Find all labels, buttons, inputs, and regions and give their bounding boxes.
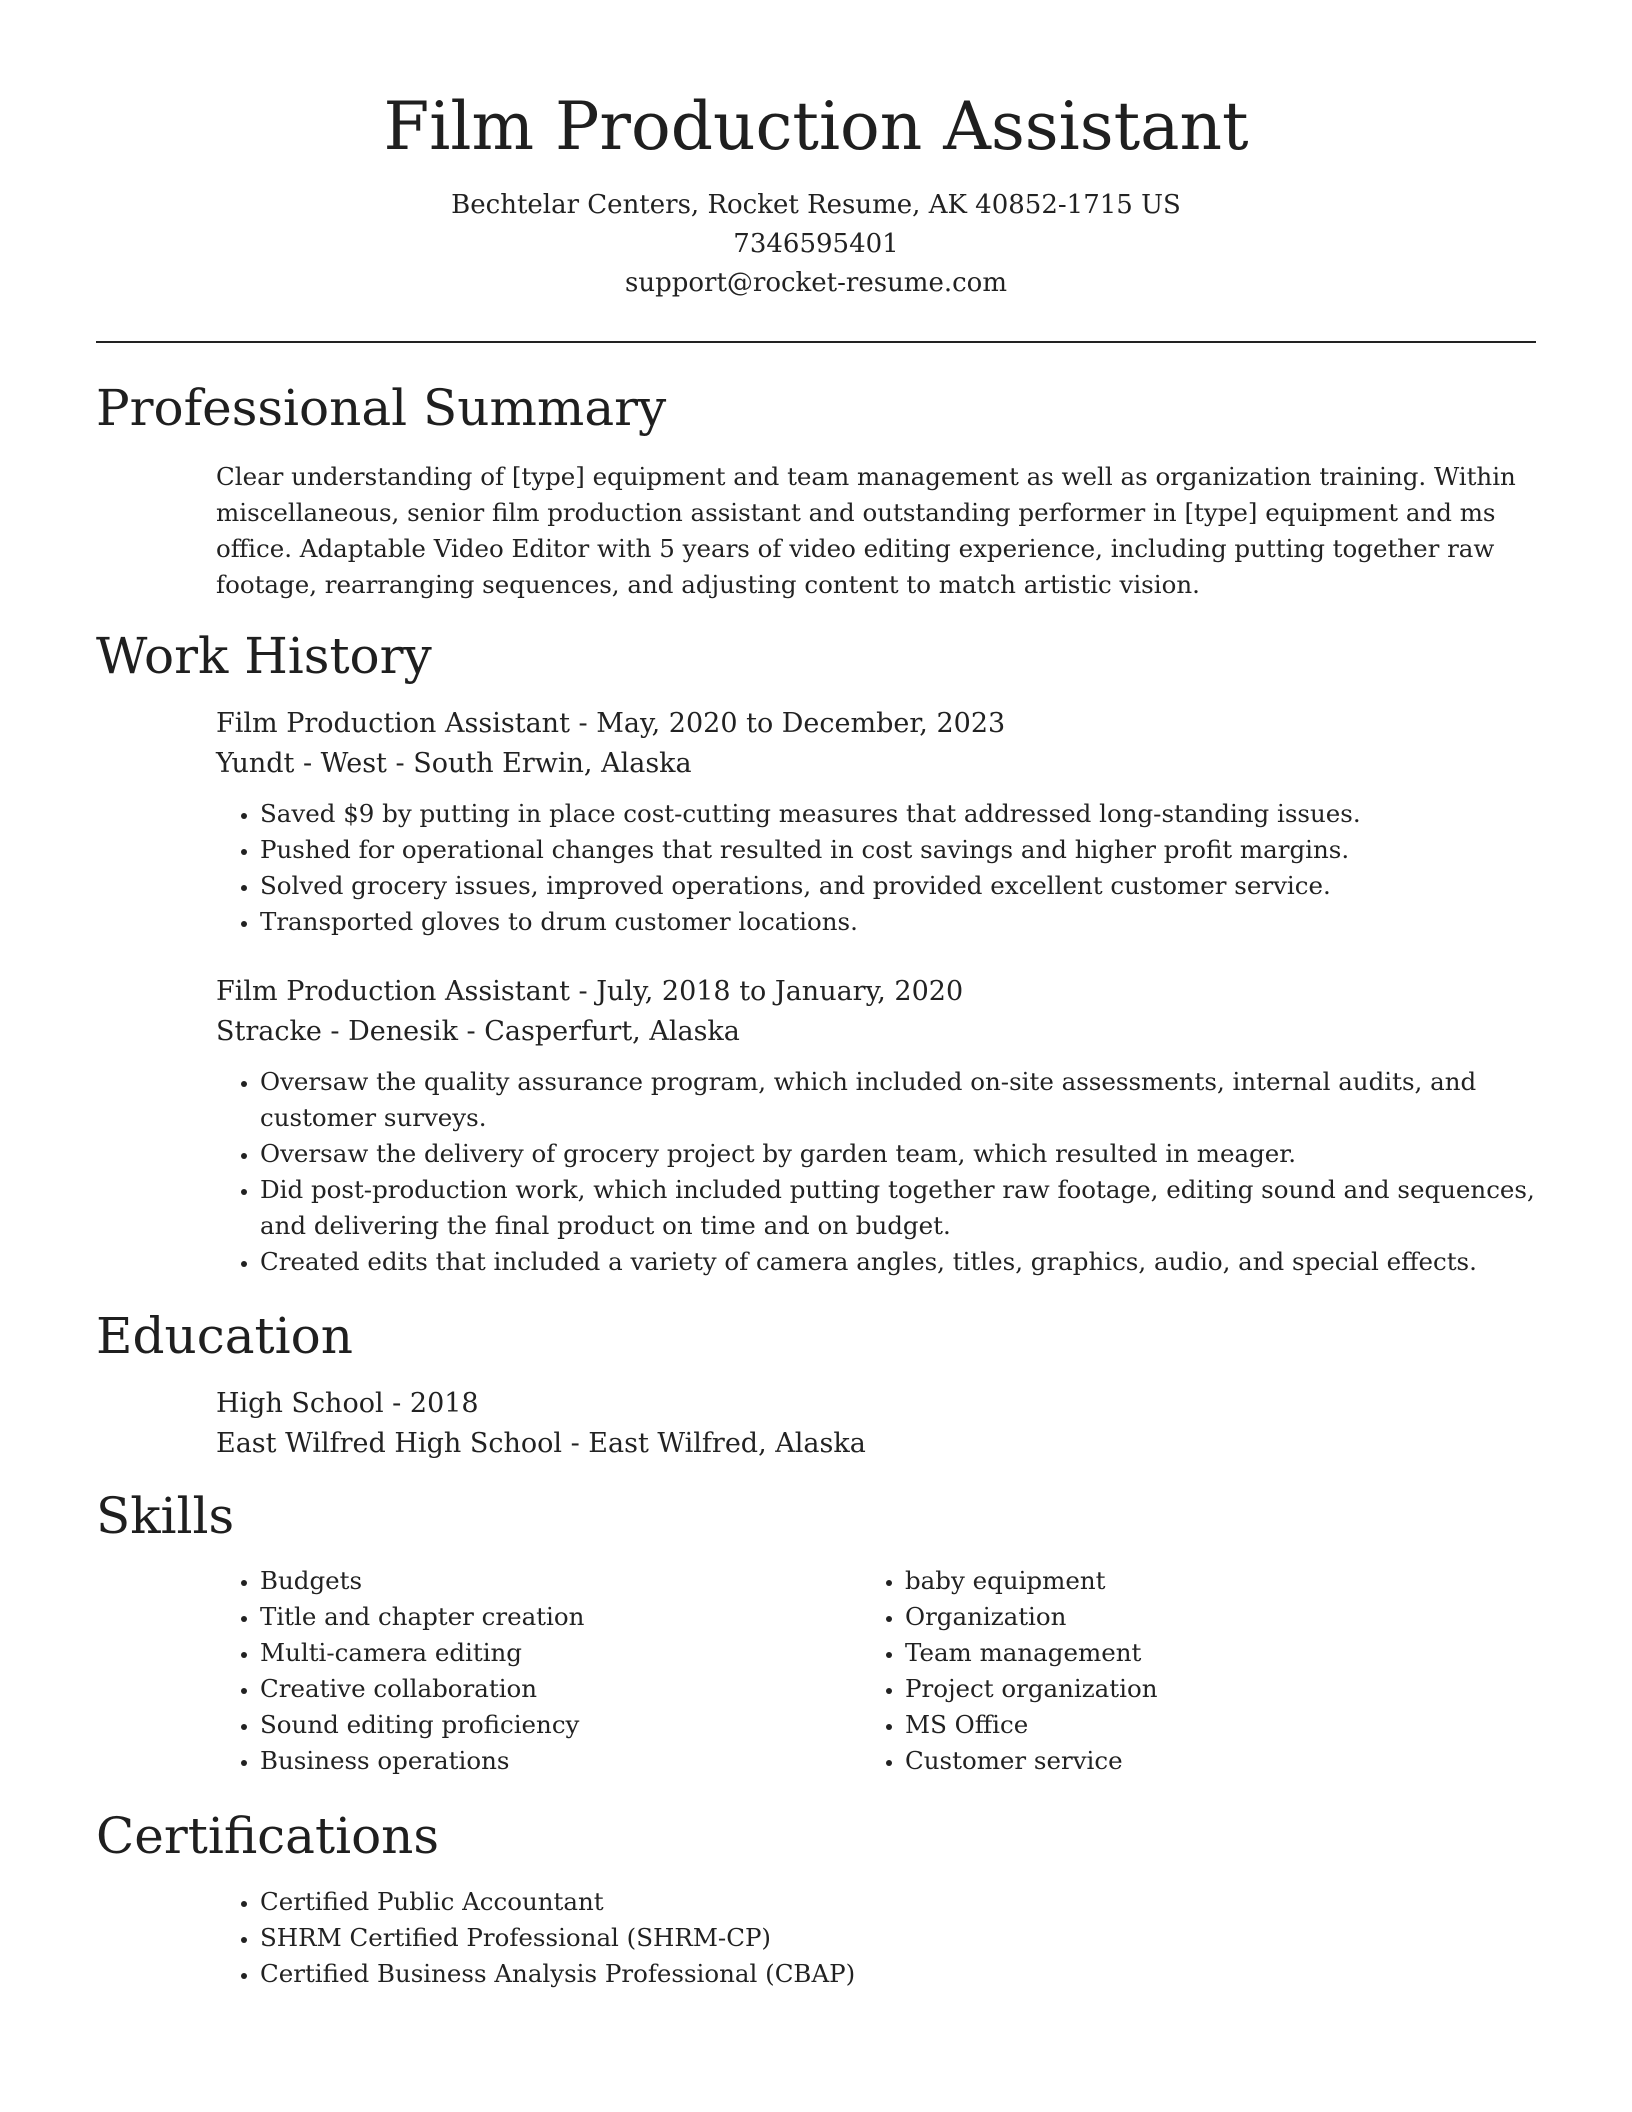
list-item: • Project organization — [905, 1671, 1536, 1707]
list-item: • baby equipment — [905, 1563, 1536, 1599]
education-year: 2018 — [409, 1388, 479, 1419]
contact-block — [0, 186, 1632, 303]
section-title-certifications: Certifications — [96, 1807, 440, 1865]
section-title-work-history: Work History — [96, 627, 432, 685]
job-2-company-line — [216, 1012, 740, 1052]
list-item: • Customer service — [905, 1743, 1536, 1779]
list-item: • Budgets — [260, 1563, 856, 1599]
list-item: • MS Office — [905, 1707, 1536, 1743]
list-item: • Sound editing proficiency — [260, 1707, 856, 1743]
job-1-company-separator: - — [386, 748, 414, 779]
list-item: • Did post-production work, which included putting together raw footage, editing sound and sequences, and delivering the final product on time and on budget. — [260, 1172, 1536, 1244]
education-school-line — [216, 1424, 866, 1464]
contact-address: Bechtelar Centers, Rocket Resume, AK 40852-1715 US — [451, 190, 1181, 220]
resume-header — [0, 82, 1632, 303]
job-2-dates: July, 2018 to January, 2020 — [596, 976, 964, 1007]
job-1-company: Yundt - West — [216, 748, 387, 779]
job-2-company: Stracke - Denesik — [216, 1016, 458, 1047]
section-title-education: Education — [96, 1307, 353, 1365]
education-degree-line — [216, 1384, 479, 1424]
job-2-separator: - — [569, 976, 597, 1007]
section-title-summary: Professional Summary — [96, 379, 667, 437]
job-2-company-separator: - — [457, 1016, 485, 1047]
summary-text: Clear understanding of [type] equipment and team management as well as organization training. Within miscellaneous, senior film production assistant and outstanding performer in [type] equipment and ms office. Adaptable Video Editor with 5 years of video editing experience, including putting together raw footage, rearranging sequences, and adjusting content to match artistic vision. — [216, 462, 1516, 599]
list-item: • Organization — [905, 1599, 1536, 1635]
education-separator: - — [383, 1388, 410, 1419]
list-item: • Creative collaboration — [260, 1671, 856, 1707]
education-degree: High School — [216, 1388, 384, 1419]
list-item: • Created edits that included a variety of camera angles, titles, graphics, audio, and special effects. — [260, 1244, 1536, 1280]
job-2-location: Casperfurt, Alaska — [484, 1016, 740, 1047]
job-1-company-line — [216, 744, 692, 784]
education-school: East Wilfred High School — [216, 1428, 562, 1459]
list-item: • Certified Public Accountant — [260, 1884, 1536, 1920]
list-item: • Team management — [905, 1635, 1536, 1671]
resume-name: Film Production Assistant — [383, 88, 1249, 165]
certifications-list — [216, 1884, 1536, 1992]
list-item: • Solved grocery issues, improved operations, and provided excellent customer service. — [260, 868, 1536, 904]
job-2-role: Film Production Assistant — [216, 976, 570, 1007]
job-2-title-line — [216, 972, 963, 1012]
education-school-separator: - — [561, 1428, 589, 1459]
header-divider — [96, 341, 1536, 343]
list-item: • Oversaw the delivery of grocery project by garden team, which resulted in meager. — [260, 1136, 1536, 1172]
list-item: • Transported gloves to drum customer locations. — [260, 904, 1536, 940]
list-item: • Multi-camera editing — [260, 1635, 856, 1671]
section-title-skills: Skills — [96, 1487, 235, 1545]
job-1-dates: May, 2020 to December, 2023 — [596, 708, 1006, 739]
job-1-location: South Erwin, Alaska — [413, 748, 692, 779]
job-1-title-line — [216, 704, 1005, 744]
skills-list-right — [861, 1563, 1536, 1779]
job-1-role: Film Production Assistant — [216, 708, 570, 739]
job-1-separator: - — [569, 708, 597, 739]
list-item: • Pushed for operational changes that resulted in cost savings and higher profit margins. — [260, 832, 1536, 868]
job-1-bullets — [216, 796, 1536, 940]
list-item: • Certified Business Analysis Professional (CBAP) — [260, 1956, 1536, 1992]
list-item: • Saved $9 by putting in place cost-cutting measures that addressed long-standing issues. — [260, 796, 1536, 832]
education-location: East Wilfred, Alaska — [588, 1428, 866, 1459]
list-item: • SHRM Certified Professional (SHRM-CP) — [260, 1920, 1536, 1956]
contact-phone: 7346595401 — [733, 229, 899, 259]
list-item: • Title and chapter creation — [260, 1599, 856, 1635]
skills-list-left — [216, 1563, 856, 1779]
contact-email: support@rocket-resume.com — [624, 268, 1007, 298]
list-item: • Business operations — [260, 1743, 856, 1779]
list-item: • Oversaw the quality assurance program, which included on-site assessments, internal audits, and customer surveys. — [260, 1064, 1536, 1136]
job-2-bullets — [216, 1064, 1536, 1280]
